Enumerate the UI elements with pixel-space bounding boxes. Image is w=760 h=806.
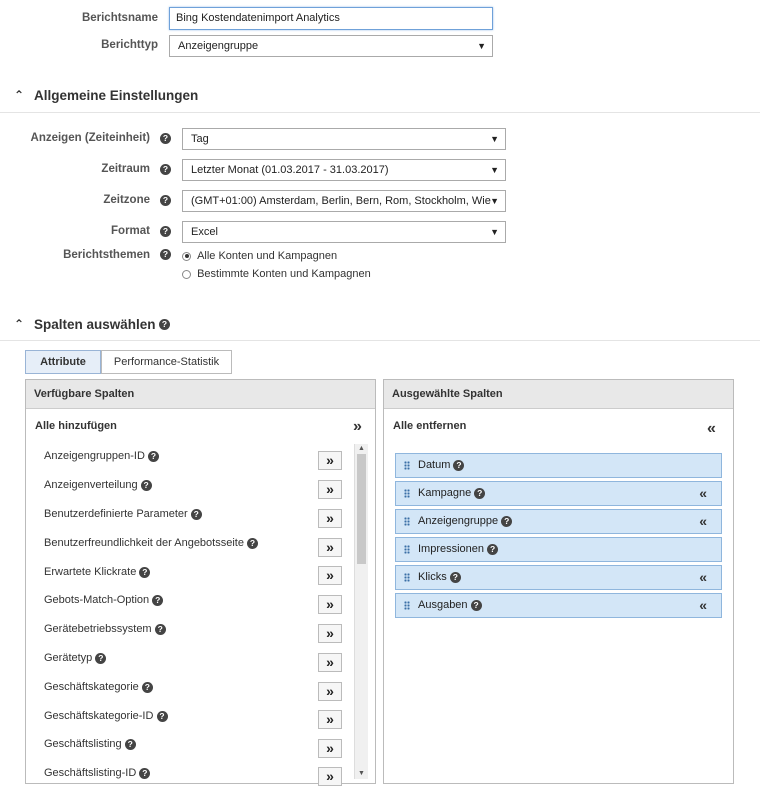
report-type-value: Anzeigengruppe [178, 40, 259, 52]
add-column-button[interactable]: » [318, 480, 342, 499]
help-icon[interactable]: ? [160, 133, 171, 144]
report-name-label: Berichtsname [81, 12, 158, 24]
selected-column-chip[interactable] [395, 481, 722, 506]
remove-column-button[interactable]: « [699, 513, 707, 529]
format-select[interactable] [182, 221, 506, 243]
remove-all-label: Alle entfernen [393, 420, 467, 432]
report-name-input[interactable]: Bing Kostendatenimport Analytics [169, 7, 493, 30]
time-unit-value: Tag [191, 133, 209, 145]
add-column-button[interactable]: » [318, 566, 342, 585]
drag-handle-icon[interactable] [404, 545, 410, 554]
chevron-down-icon: ▼ [477, 41, 486, 51]
timezone-value: (GMT+01:00) Amsterdam, Berlin, Bern, Rom, Stockholm, Wie [191, 195, 491, 207]
chevron-down-icon: ▼ [490, 196, 499, 206]
drag-handle-icon[interactable] [404, 489, 410, 498]
add-column-button[interactable]: » [318, 509, 342, 528]
column-name: Erwartete Klickrate [44, 566, 137, 578]
collapse-general-icon[interactable]: ⌃ [14, 88, 25, 102]
help-icon[interactable]: ? [453, 460, 464, 471]
drag-handle-icon[interactable] [404, 517, 410, 526]
column-name: Datum [418, 459, 451, 471]
help-icon[interactable]: ? [450, 572, 461, 583]
list-item [44, 652, 106, 664]
column-name: Ausgaben [418, 599, 468, 611]
add-column-button[interactable]: » [318, 767, 342, 786]
timezone-label: Zeitzone [103, 194, 150, 206]
help-icon[interactable]: ? [139, 768, 150, 779]
divider [0, 112, 760, 113]
add-column-button[interactable]: » [318, 538, 342, 557]
topic-all-option[interactable] [182, 250, 337, 262]
list-item [44, 537, 258, 549]
topic-specific-option[interactable] [182, 268, 371, 280]
topic-specific-label: Bestimmte Konten und Kampagnen [197, 268, 371, 280]
general-settings-title: Allgemeine Einstellungen [34, 88, 199, 103]
add-column-button[interactable]: » [318, 653, 342, 672]
help-icon[interactable]: ? [471, 600, 482, 611]
drag-handle-icon[interactable] [404, 573, 410, 582]
date-range-label: Zeitraum [101, 163, 150, 175]
column-name: Kampagne [418, 487, 472, 499]
add-column-button[interactable]: » [318, 739, 342, 758]
add-all-label: Alle hinzufügen [35, 420, 117, 432]
list-item [44, 681, 153, 693]
selected-column-chip[interactable] [395, 537, 722, 562]
column-name: Gebots-Match-Option [44, 594, 150, 606]
help-icon[interactable]: ? [157, 711, 168, 722]
tab-attribute[interactable]: Attribute [25, 350, 101, 374]
help-icon[interactable]: ? [148, 451, 159, 462]
selected-column-chip[interactable] [395, 453, 722, 478]
list-item [44, 508, 202, 520]
help-icon[interactable]: ? [155, 624, 166, 635]
columns-title: Spalten auswählen [34, 317, 156, 332]
divider [0, 340, 760, 341]
format-value: Excel [191, 226, 218, 238]
column-name: Gerätebetriebssystem [44, 623, 152, 635]
list-item [44, 566, 150, 578]
column-name: Anzeigengruppen-ID [44, 450, 145, 462]
list-item [44, 479, 152, 491]
report-type-label: Berichttyp [101, 39, 158, 51]
add-column-button[interactable]: » [318, 710, 342, 729]
tab-performance[interactable]: Performance-Statistik [101, 350, 232, 374]
help-icon[interactable]: ? [474, 488, 485, 499]
radio-selected-icon[interactable] [182, 252, 191, 261]
chevron-down-icon: ▼ [490, 134, 499, 144]
help-icon[interactable]: ? [95, 653, 106, 664]
column-name: Impressionen [418, 543, 485, 555]
add-all-button[interactable]: » [353, 418, 362, 435]
help-icon[interactable]: ? [159, 319, 170, 330]
help-icon[interactable]: ? [139, 567, 150, 578]
help-icon[interactable]: ? [152, 595, 163, 606]
date-range-select[interactable] [182, 159, 506, 181]
scrollbar[interactable] [354, 444, 368, 779]
help-icon[interactable]: ? [160, 226, 171, 237]
remove-all-button[interactable]: « [707, 420, 716, 437]
list-item [44, 594, 163, 606]
column-name: Benutzerdefinierte Parameter [44, 508, 188, 520]
scroll-up-icon[interactable]: ▲ [358, 445, 365, 452]
help-icon[interactable]: ? [487, 544, 498, 555]
remove-column-button[interactable]: « [699, 569, 707, 585]
chevron-down-icon: ▼ [490, 227, 499, 237]
help-icon[interactable]: ? [160, 164, 171, 175]
column-name: Klicks [418, 571, 447, 583]
column-name: Anzeigenverteilung [44, 479, 138, 491]
report-topics-label: Berichtsthemen [63, 249, 150, 261]
collapse-columns-icon[interactable]: ⌃ [14, 317, 25, 331]
scroll-down-icon[interactable]: ▼ [358, 770, 365, 777]
drag-handle-icon[interactable] [404, 601, 410, 610]
time-unit-label: Anzeigen (Zeiteinheit) [30, 132, 150, 144]
list-item [44, 738, 136, 750]
help-icon[interactable]: ? [141, 480, 152, 491]
drag-handle-icon[interactable] [404, 461, 410, 470]
selected-column-chip[interactable] [395, 565, 722, 590]
topic-all-label: Alle Konten und Kampagnen [197, 250, 338, 262]
add-column-button[interactable]: » [318, 682, 342, 701]
add-column-button[interactable]: » [318, 451, 342, 470]
remove-column-button[interactable]: « [699, 485, 707, 501]
add-column-button[interactable]: » [318, 624, 342, 643]
remove-column-button[interactable]: « [699, 597, 707, 613]
chevron-down-icon: ▼ [490, 165, 499, 175]
help-icon[interactable]: ? [160, 249, 171, 260]
help-icon[interactable]: ? [142, 682, 153, 693]
help-icon[interactable]: ? [191, 509, 202, 520]
add-column-button[interactable]: » [318, 595, 342, 614]
list-item [44, 623, 166, 635]
available-columns-title: Verfügbare Spalten [26, 380, 375, 409]
list-item [44, 450, 159, 462]
help-icon[interactable]: ? [160, 195, 171, 206]
help-icon[interactable]: ? [125, 739, 136, 750]
timezone-select[interactable] [182, 190, 506, 212]
selected-column-chip[interactable] [395, 509, 722, 534]
format-label: Format [111, 225, 150, 237]
radio-icon[interactable] [182, 270, 191, 279]
help-icon[interactable]: ? [247, 538, 258, 549]
column-name: Geschäftskategorie-ID [44, 710, 154, 722]
help-icon[interactable]: ? [501, 516, 512, 527]
report-type-select[interactable] [169, 35, 493, 57]
list-item [44, 710, 168, 722]
selected-column-chip[interactable] [395, 593, 722, 618]
column-name: Geschäftslisting [44, 738, 122, 750]
column-name: Geschäftslisting-ID [44, 767, 137, 779]
list-item [44, 767, 150, 779]
date-range-value: Letzter Monat (01.03.2017 - 31.03.2017) [191, 164, 389, 176]
column-name: Anzeigengruppe [418, 515, 499, 527]
selected-columns-title: Ausgewählte Spalten [384, 380, 733, 409]
scrollbar-thumb[interactable] [357, 454, 366, 564]
column-name: Benutzerfreundlichkeit der Angebotsseite [44, 537, 244, 549]
column-name: Geschäftskategorie [44, 681, 139, 693]
time-unit-select[interactable] [182, 128, 506, 150]
column-name: Gerätetyp [44, 652, 93, 664]
